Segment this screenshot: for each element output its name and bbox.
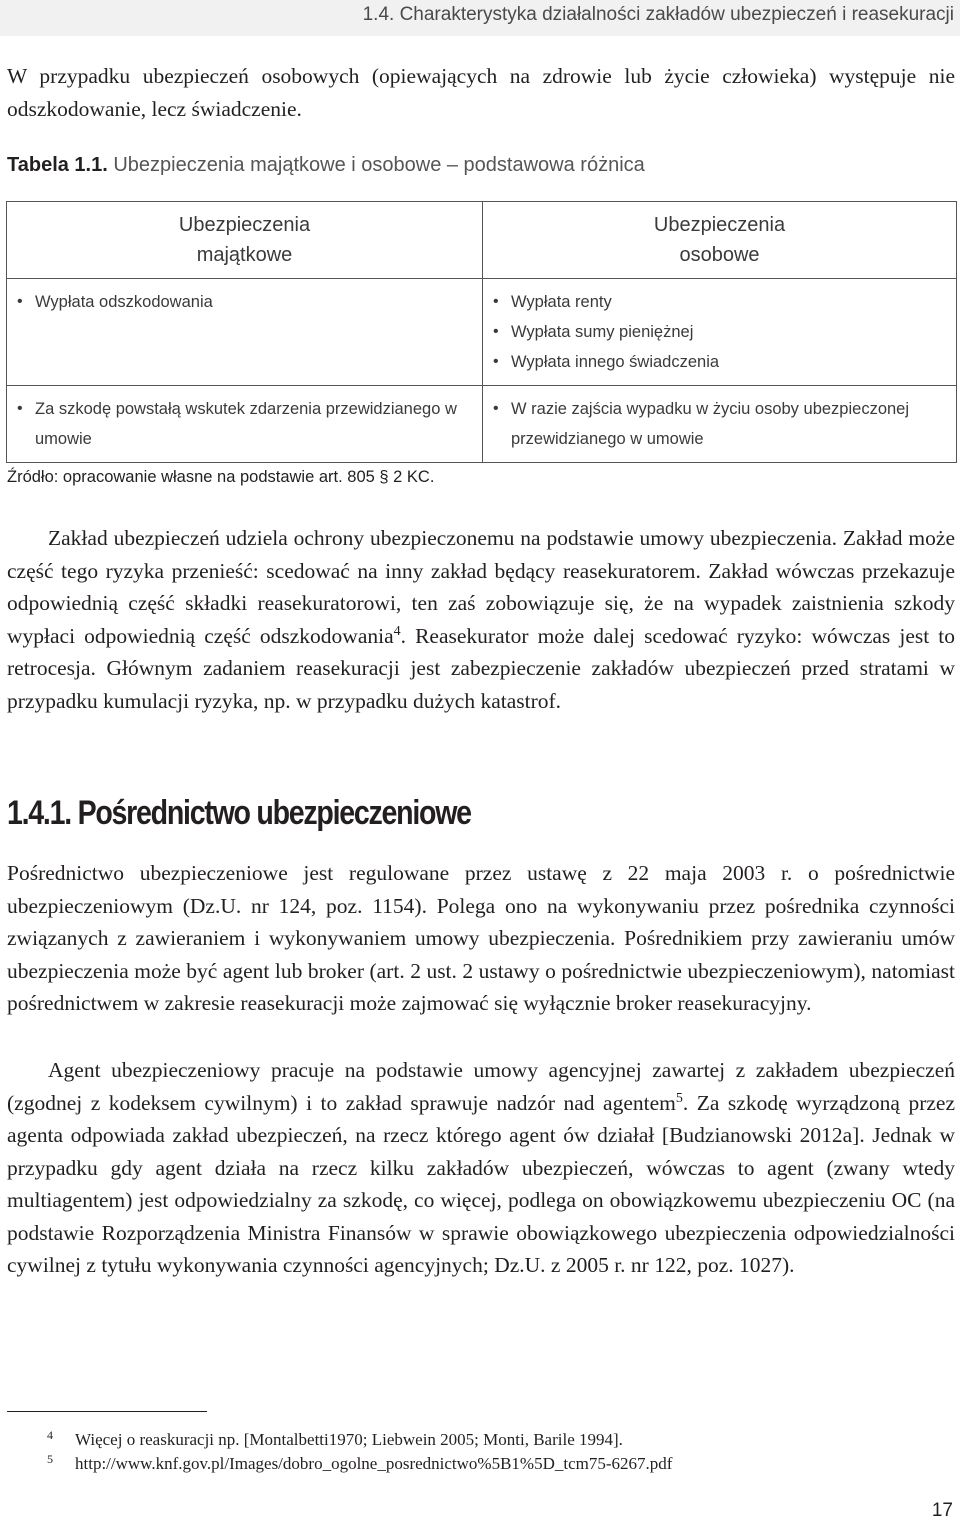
- table-row: [7, 386, 957, 463]
- list-item: [491, 394, 950, 454]
- bullet-icon: •: [493, 400, 499, 417]
- bullet-icon: •: [493, 323, 499, 340]
- bullet-icon: •: [17, 293, 23, 310]
- list-item-text: Wypłata odszkodowania: [35, 293, 213, 311]
- paragraph-text: . Za szkodę wyrządzoną przez agenta odpowiada zakład ubezpieczeń, na rzecz którego agent ów działał [Budzianowski 2012a]. Jednak w przypadku gdy agent działa na rzecz kilku zakładów ubezpieczeń, wówczas to agent (zwany wtedy multiagentem) jest odpowiedzialny za szkodę, co więcej, podlega on obowiązkowemu ubezpieczeniu OC (na podstawie Rozporządzenia Ministra Finansów w sprawie obowiązkowego ubezpieczenia odpowiedzialności cywilnej z tytułu wykonywania czynności agencyjnych; Dz.U. z 2005 r. nr 122, poz. 1027).: [7, 1090, 956, 1277]
- section-heading: 1.4.1. Pośrednictwo ubezpieczeniowe: [7, 794, 471, 832]
- footnote-divider: [7, 1411, 207, 1412]
- table-caption-label: Tabela 1.1.: [7, 154, 108, 176]
- footnote-4: [47, 1428, 623, 1452]
- bullet-icon: •: [17, 400, 23, 417]
- list-item: [491, 287, 950, 317]
- table-caption: [7, 154, 645, 177]
- reinsurance-paragraph: [7, 522, 955, 717]
- list-item: [491, 317, 950, 347]
- bullet-list: [483, 279, 956, 385]
- running-header-title: 1.4. Charakterystyka działalności zakładów ubezpieczeń i reasekuracji: [362, 4, 954, 25]
- bullet-icon: •: [493, 293, 499, 310]
- table-cell: [7, 279, 483, 386]
- header-property-insurance: [7, 202, 483, 279]
- header-personal-insurance: [483, 202, 957, 279]
- list-item: [15, 394, 476, 454]
- table-cell: [483, 279, 957, 386]
- list-item-text: Wypłata renty: [511, 293, 612, 311]
- footnote-link[interactable]: http://www.knf.gov.pl/Images/dobro_ogolne_posrednictwo%5B1%5D_tcm75-6267.pdf: [75, 1454, 673, 1473]
- running-header: [0, 0, 960, 36]
- footnote-number: 4: [47, 1428, 53, 1442]
- footnote-text: Więcej o reaskuracji np. [Montalbetti1970; Liebwein 2005; Monti, Barile 1994].: [75, 1430, 623, 1449]
- table-header-row: [7, 202, 957, 279]
- list-item-text: Wypłata sumy pieniężnej: [511, 323, 694, 341]
- bullet-icon: •: [493, 353, 499, 370]
- footnote-ref-5[interactable]: 5: [675, 1090, 683, 1106]
- table-caption-title: Ubezpieczenia majątkowe i osobowe – podstawowa różnica: [113, 154, 645, 176]
- intro-paragraph: W przypadku ubezpieczeń osobowych (opiewających na zdrowie lub życie człowieka) występuje nie odszkodowanie, lecz świadczenie.: [7, 64, 955, 121]
- list-item: [15, 287, 476, 317]
- table-source: Źródło: opracowanie własne na podstawie art. 805 § 2 KC.: [7, 468, 435, 486]
- table-cell: [483, 386, 957, 463]
- header-left-line2: majątkowe: [196, 244, 293, 266]
- list-item-text: Wypłata innego świadczenia: [511, 353, 720, 371]
- header-right-line2: osobowe: [679, 244, 760, 266]
- page-number: 17: [931, 1500, 953, 1521]
- table-cell: [7, 386, 483, 463]
- agent-paragraph: [7, 1054, 955, 1282]
- bullet-list: [483, 386, 956, 462]
- footnote-number: 5: [47, 1452, 53, 1466]
- header-right-line1: Ubezpieczenia: [653, 214, 786, 236]
- comparison-table: [6, 201, 957, 463]
- bullet-list: [7, 279, 482, 325]
- paragraph-text: Agent ubezpieczeniowy pracuje na podstawie umowy agencyjnej zawartej z zakładem ubezpieczeń (zgodnej z kodeksem cywilnym) i to zakład sprawuje nadzór nad agentem: [7, 1058, 955, 1115]
- list-item-text: Za szkodę powstałą wskutek zdarzenia przewidzianego w umowie: [35, 400, 457, 448]
- bullet-list: [7, 386, 482, 462]
- list-item: [491, 347, 950, 377]
- footnote-ref-4[interactable]: 4: [393, 623, 401, 639]
- paragraph-text: . Reasekurator może dalej scedować ryzyko: wówczas jest to retrocesja. Głównym zadaniem reasekuracji jest zabezpieczenie zakładów ubezpieczeń przed stratami w przypadku kumulacji ryzyka, np. w przypadku dużych katastrof.: [7, 623, 955, 713]
- footnote-5: [47, 1452, 672, 1476]
- intermediation-paragraph: Pośrednictwo ubezpieczeniowe jest regulowane przez ustawę z 22 maja 2003 r. o pośrednictwie ubezpieczeniowym (Dz.U. nr 124, poz. 1154). Polega ono na wykonywaniu przez pośrednika czynności związanych z zawieraniem i wykonywaniem umowy ubezpieczenia. Pośrednikiem przy zawieraniu umów ubezpieczenia może być agent lub broker (art. 2 ust. 2 ustawy o pośrednictwie ubezpieczeniowym), natomiast pośrednictwem w zakresie reasekuracji może zajmować się wyłącznie broker reasekuracyjny.: [7, 861, 955, 1015]
- table-row: [7, 279, 957, 386]
- paragraph-text: Zakład ubezpieczeń udziela ochrony ubezpieczonemu na podstawie umowy ubezpieczenia. Zakład może część tego ryzyka przenieść: scedować na inny zakład będący reasekuratorem. Zakład wówczas przekazuje odpowiednią część składki reasekuratorowi, ten zaś zobowiązuje się, że na wypadek zaistnienia szkody wypłaci odpowiednią część odszkodowania: [7, 526, 955, 648]
- list-item-text: W razie zajścia wypadku w życiu osoby ubezpieczonej przewidzianego w umowie: [511, 400, 910, 448]
- header-left-line1: Ubezpieczenia: [178, 214, 311, 236]
